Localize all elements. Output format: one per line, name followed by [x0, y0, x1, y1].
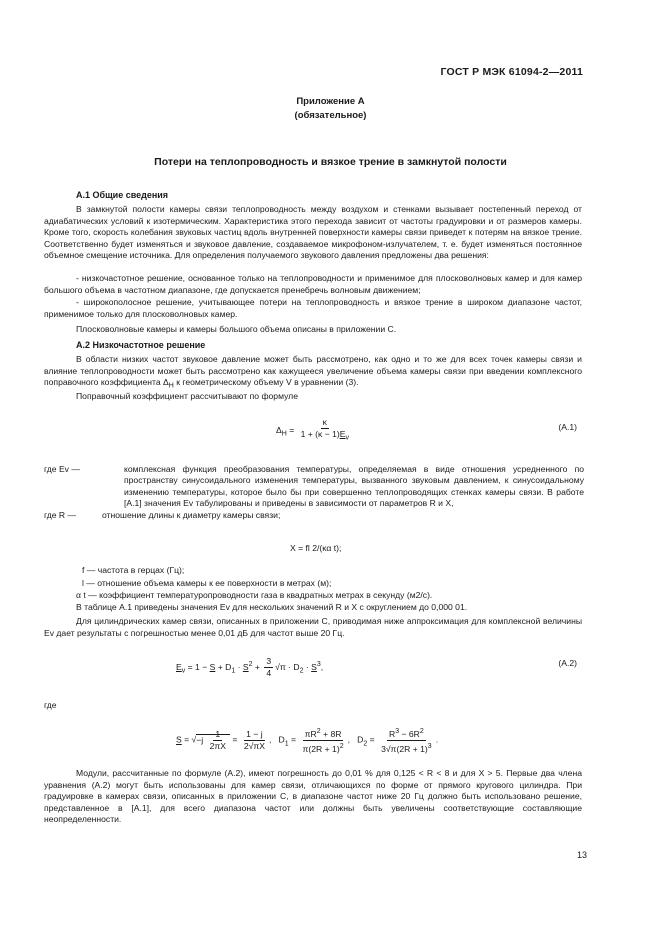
annex-subtitle: (обязательное)	[294, 110, 367, 121]
equation-number-a1: (А.1)	[558, 422, 577, 432]
section-a1-paragraph-2: Плосковолновые камеры и камеры большого объема описаны в приложении С.	[76, 324, 397, 334]
standard-header: ГОСТ Р МЭК 61094-2—2011	[440, 66, 583, 78]
formula-a2: $E_v = 1 - S + D_1 \cdot S^2$ + $\frac{3}{4}$ $√\pi \cdot D_2 \cdot S^3$,	[176, 656, 324, 678]
paragraph-1-start: В области низких частот звуковое давление может быть рассмотрено, как одно и то же для всех точек камеры связи и влияние теплопроводности может быть рассмотрено как кажущееся увеличение объема камеры связи при введении комплексного поправочного коэффициента	[44, 354, 582, 388]
where-label-2: где	[44, 700, 57, 710]
definition-ev-body: комплексная функция преобразования температуры, определяемая в виде отношения усредненного по пространству синусоидального изменения температуры, вызванного звуковым давлением, к синусоидальному изменению температуры, которое было бы при совершенно теплопроводящих стенках камеры связи. В работе [А.1] значения Ev табулированы и приведены в зависимости от параметров R и X,	[124, 464, 584, 509]
definition-ev	[44, 464, 584, 510]
paragraph-1-end: к геометрическому объему V в уравнении (3).	[176, 377, 359, 388]
section-a1-paragraph-1: В замкнутой полости камеры связи теплопроводность между воздухом и стенками вызывает постепенный переход от адиабатических условий к изотермическим. Характеристика этого перехода зависит от частоты градуировки и от размеров камеры. Кроме того, скорость колебания звуковых частиц вдоль внутренней поверхности камеры связи приведет к потерям на вязкое трение. Соответственно будет изменяться и звуковое давление, создаваемое микрофоном-излучателем, т. е. будет изменяться постоянное объемное смещение источника. Для определения получаемого звукового давления предложены два решения:	[44, 204, 582, 261]
main-title: Потери на теплопроводность и вязкое трение в замкнутой полости	[154, 156, 507, 168]
page-number: 13	[576, 850, 587, 860]
section-a1-heading: А.1 Общие сведения	[76, 190, 169, 200]
equation-number-a2: (А.2)	[558, 658, 577, 668]
section-a1-bullet-2: - широкополосное решение, учитывающее потери на теплопроводность и вязкое трение в широком диапазоне частот, применимое только для плосковолновых камер.	[44, 297, 582, 319]
section-a2-paragraph-2: Поправочный коэффициент рассчитывают по формуле	[76, 391, 298, 401]
definitions-list	[44, 464, 584, 521]
section-a2-paragraph-1	[44, 354, 582, 393]
formula-s-d1-d2: S = √−j $\frac{1}{2\pi X}$ = $\frac{1 - j}{2√\pi X}$ , $D_1$ = $\frac{\pi R^2 + 8R}{\pi(2R + 1)^2}$ , $D_2$ = $\frac{R^3 - 6R^2}{3√\pi(2R + 1)^3}$ .	[176, 728, 439, 754]
formula-x: X = fl 2/(κα t);	[290, 543, 342, 553]
formula-a1: $\Delta_H$ = $\frac{\kappa}{1 + (\kappa - 1)E_v}$	[276, 417, 350, 442]
where-label: где	[44, 464, 57, 474]
definition-r-body: отношение длины к диаметру камеры связи;	[102, 509, 281, 520]
delta-h-symbol: $\Delta_H$	[163, 377, 174, 390]
section-a2-paragraph-5: Модули, рассчитанные по формуле (А.2), имеют погрешность до 0,01 % для 0,125 < R < 8 и для X > 5. Первые два члена уравнения (А.2) могут быть использованы для камер связи, отличающихся по форме от прямого кругового цилиндра. При градуировке в камерах связи, описанных в приложении С, в диапазоне частот ниже 20 Гц должно быть использовано решение, представленное в [А.1], для всего диапазона частот или должны быть увеличены соответствующие составляющие неопределенности.	[44, 768, 582, 825]
annex-title: Приложение А	[296, 96, 365, 107]
section-a1-bullet-1: - низкочастотное решение, основанное только на теплопроводности и применимое для плосковолновых камер и для камер большого объема в частотном диапазоне, где допускается пренебречь волновым движением;	[44, 273, 582, 295]
definition-r-term: где R —	[44, 509, 77, 520]
definition-ev-term: Ev —	[58, 464, 80, 474]
section-a2-paragraph-3: В таблице А.1 приведены значения Ev для нескольких значений R и X с округлением до 0,000 01.	[76, 602, 468, 612]
section-a2-paragraph-4: Для цилиндрических камер связи, описанных в приложении С, приводимая ниже аппроксимация для комплексной величины Ev дает результаты с погрешностью менее 0,01 дБ для частот выше 20 Гц.	[44, 616, 582, 638]
definition-alpha: α t — коэффициент температуропроводности газа в квадратных метрах в секунду (м2/с).	[76, 590, 433, 600]
definition-l: l — отношение объема камеры к ее поверхности в метрах (м);	[82, 578, 332, 588]
definition-r	[44, 510, 584, 521]
section-a2-heading: А.2 Низкочастотное решение	[76, 340, 206, 350]
definition-f: f — частота в герцах (Гц);	[82, 565, 185, 575]
